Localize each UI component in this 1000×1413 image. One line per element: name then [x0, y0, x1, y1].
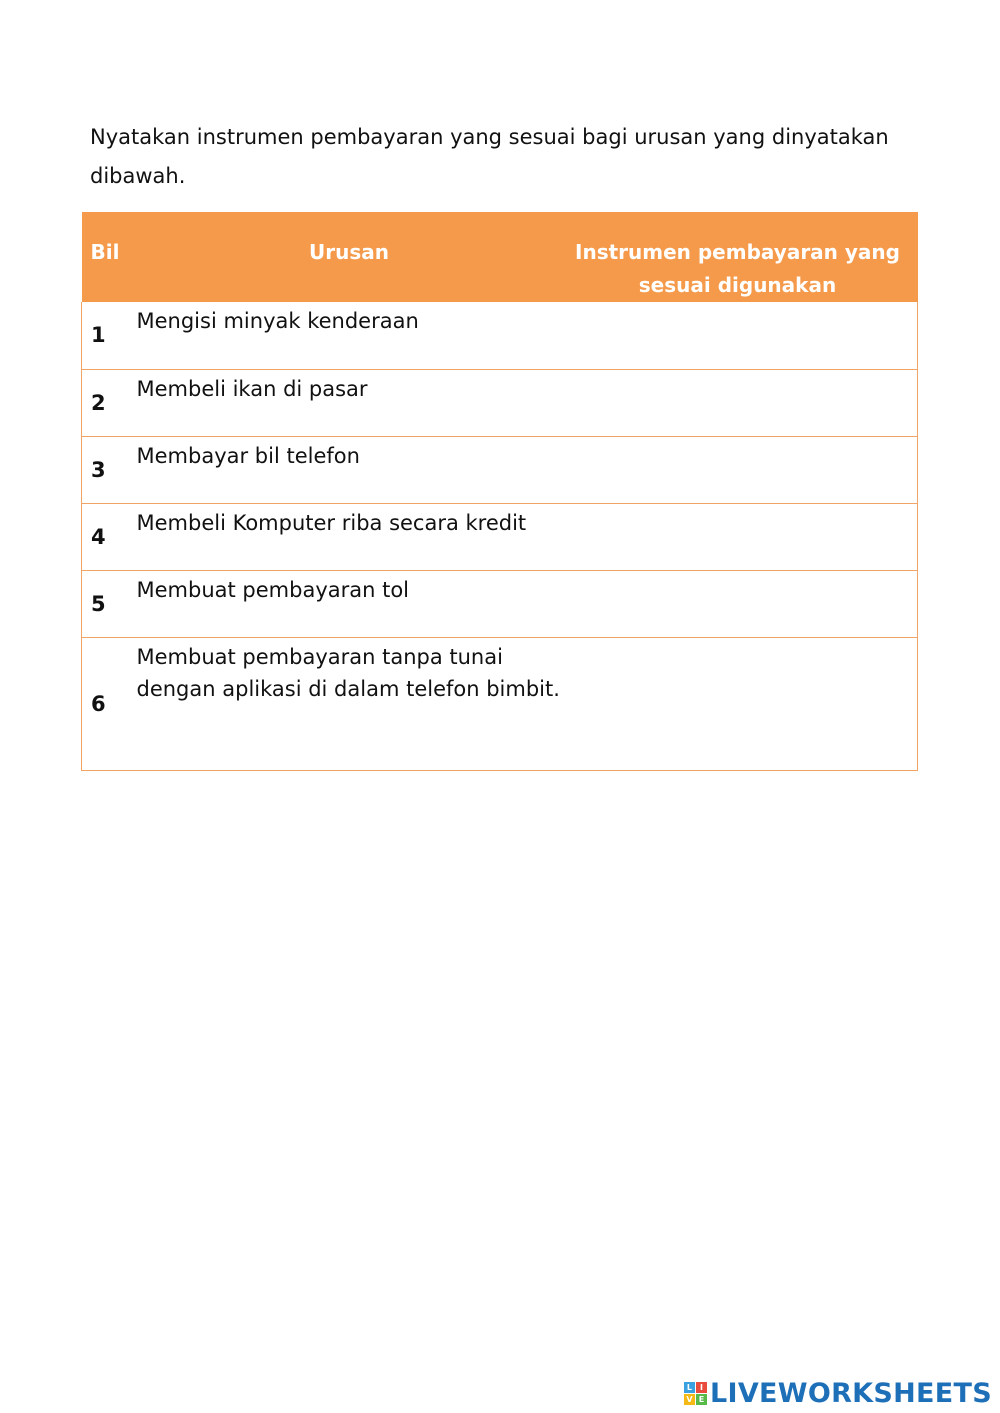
- answer-cell[interactable]: [568, 570, 918, 637]
- table-row: [82, 302, 918, 369]
- answer-cell[interactable]: [568, 503, 918, 570]
- table-row: [82, 436, 918, 503]
- table-header-row: [82, 212, 918, 302]
- logo-letter: I: [696, 1382, 707, 1393]
- header-bil: Bil: [90, 240, 120, 264]
- header-urusan: Urusan: [309, 240, 389, 264]
- answer-cell[interactable]: [568, 302, 918, 369]
- row-number: 5: [82, 570, 131, 637]
- table-row: [82, 369, 918, 436]
- header-instrumen: Instrumen pembayaran yang sesuai digunakan: [575, 240, 900, 297]
- payment-table: [81, 212, 918, 771]
- row-urusan: Membayar bil telefon: [131, 436, 568, 503]
- answer-cell[interactable]: [568, 436, 918, 503]
- row-number: 2: [82, 369, 131, 436]
- instruction-text: Nyatakan instrumen pembayaran yang sesuai bagi urusan yang dinyatakan dibawah.: [90, 125, 889, 188]
- row-number: 3: [82, 436, 131, 503]
- row-urusan: Mengisi minyak kenderaan: [131, 302, 568, 369]
- logo-letter: V: [684, 1394, 695, 1405]
- logo-letter: E: [696, 1394, 707, 1405]
- row-urusan: Membeli Komputer riba secara kredit: [131, 503, 568, 570]
- answer-cell[interactable]: [568, 369, 918, 436]
- row-urusan: Membuat pembayaran tanpa tunai dengan aplikasi di dalam telefon bimbit.: [131, 637, 568, 770]
- row-number: 6: [82, 637, 131, 770]
- answer-cell[interactable]: [568, 637, 918, 770]
- row-urusan: Membeli ikan di pasar: [131, 369, 568, 436]
- row-urusan: Membuat pembayaran tol: [131, 570, 568, 637]
- logo-letter: L: [684, 1382, 695, 1393]
- row-number: 1: [82, 302, 131, 369]
- table-row: [82, 503, 918, 570]
- brand-name: LIVEWORKSHEETS: [709, 1377, 992, 1409]
- row-number: 4: [82, 503, 131, 570]
- table-row: [82, 570, 918, 637]
- liveworksheets-mark-icon: [684, 1382, 707, 1405]
- liveworksheets-logo: [684, 1377, 992, 1409]
- table-row: [82, 637, 918, 770]
